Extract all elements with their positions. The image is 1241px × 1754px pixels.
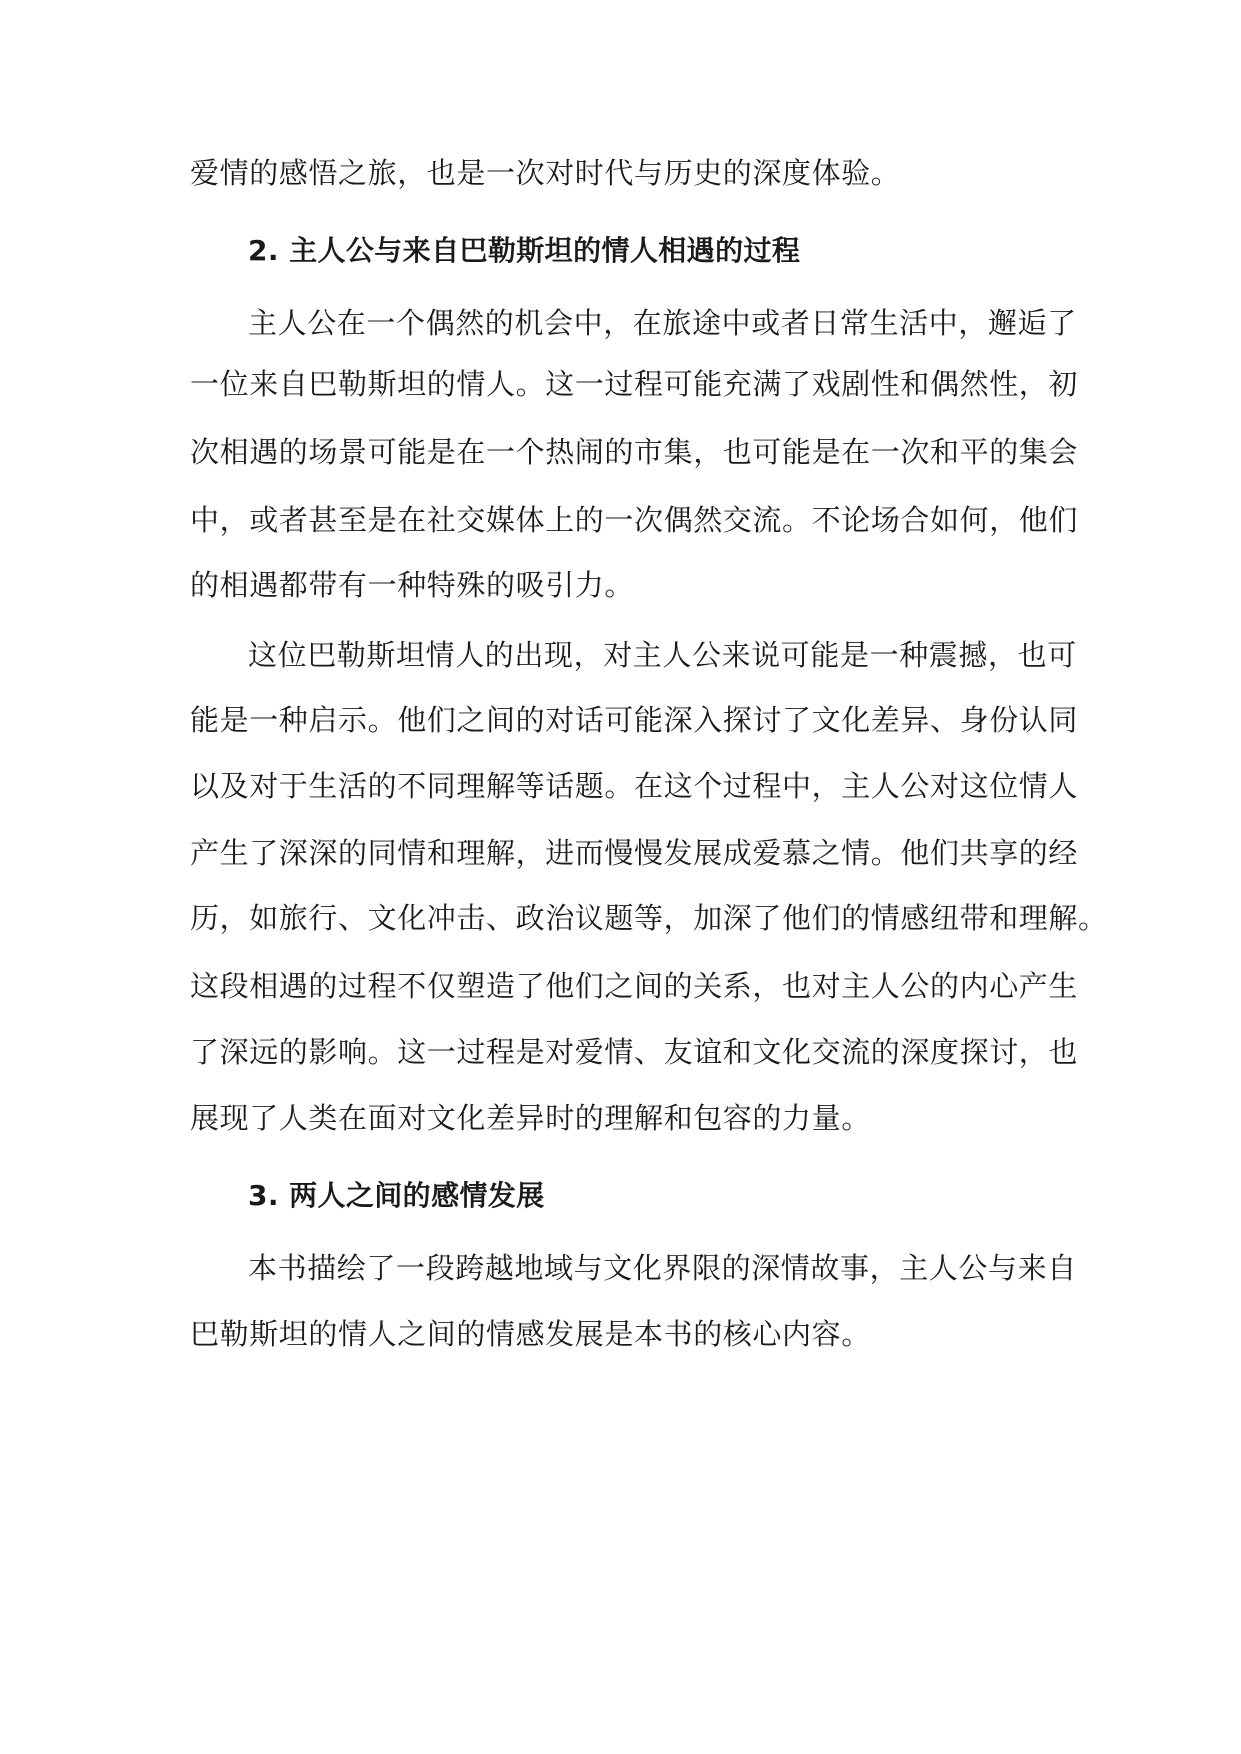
paragraph-line: 巴勒斯坦的情人之间的情感发展是本书的核心内容。 (190, 1317, 871, 1351)
paragraph-line: 主人公在一个偶然的机会中，在旅途中或者日常生活中，邂逅了 (248, 306, 1077, 340)
paragraph-line: 这段相遇的过程不仅塑造了他们之间的关系，也对主人公的内心产生 (190, 969, 1079, 1003)
paragraph-line: 历，如旅行、文化冲击、政治议题等，加深了他们的情感纽带和理解。 (190, 901, 1108, 935)
section-heading-2: 2. 主人公与来自巴勒斯坦的情人相遇的过程 (248, 234, 801, 267)
paragraph-line: 的相遇都带有一种特殊的吸引力。 (190, 568, 635, 602)
paragraph-line: 次相遇的场景可能是在一个热闹的市集，也可能是在一次和平的集会 (190, 435, 1079, 469)
paragraph-line: 了深远的影响。这一过程是对爱情、友谊和文化交流的深度探讨，也 (190, 1035, 1079, 1069)
section-heading-3: 3. 两人之间的感情发展 (248, 1179, 545, 1212)
paragraph-line: 以及对于生活的不同理解等话题。在这个过程中，主人公对这位情人 (190, 769, 1079, 803)
paragraph-line: 爱情的感悟之旅，也是一次对时代与历史的深度体验。 (190, 156, 901, 190)
paragraph-line: 能是一种启示。他们之间的对话可能深入探讨了文化差异、身份认同 (190, 703, 1079, 737)
paragraph-line: 中，或者甚至是在社交媒体上的一次偶然交流。不论场合如何，他们 (190, 503, 1079, 537)
paragraph-line: 产生了深深的同情和理解，进而慢慢发展成爱慕之情。他们共享的经 (190, 836, 1079, 870)
paragraph-line: 一位来自巴勒斯坦的情人。这一过程可能充满了戏剧性和偶然性，初 (190, 367, 1079, 401)
paragraph-line: 展现了人类在面对文化差异时的理解和包容的力量。 (190, 1101, 871, 1135)
paragraph-line: 这位巴勒斯坦情人的出现，对主人公来说可能是一种震撼，也可 (248, 638, 1077, 672)
paragraph-line: 本书描绘了一段跨越地域与文化界限的深情故事，主人公与来自 (248, 1251, 1077, 1285)
